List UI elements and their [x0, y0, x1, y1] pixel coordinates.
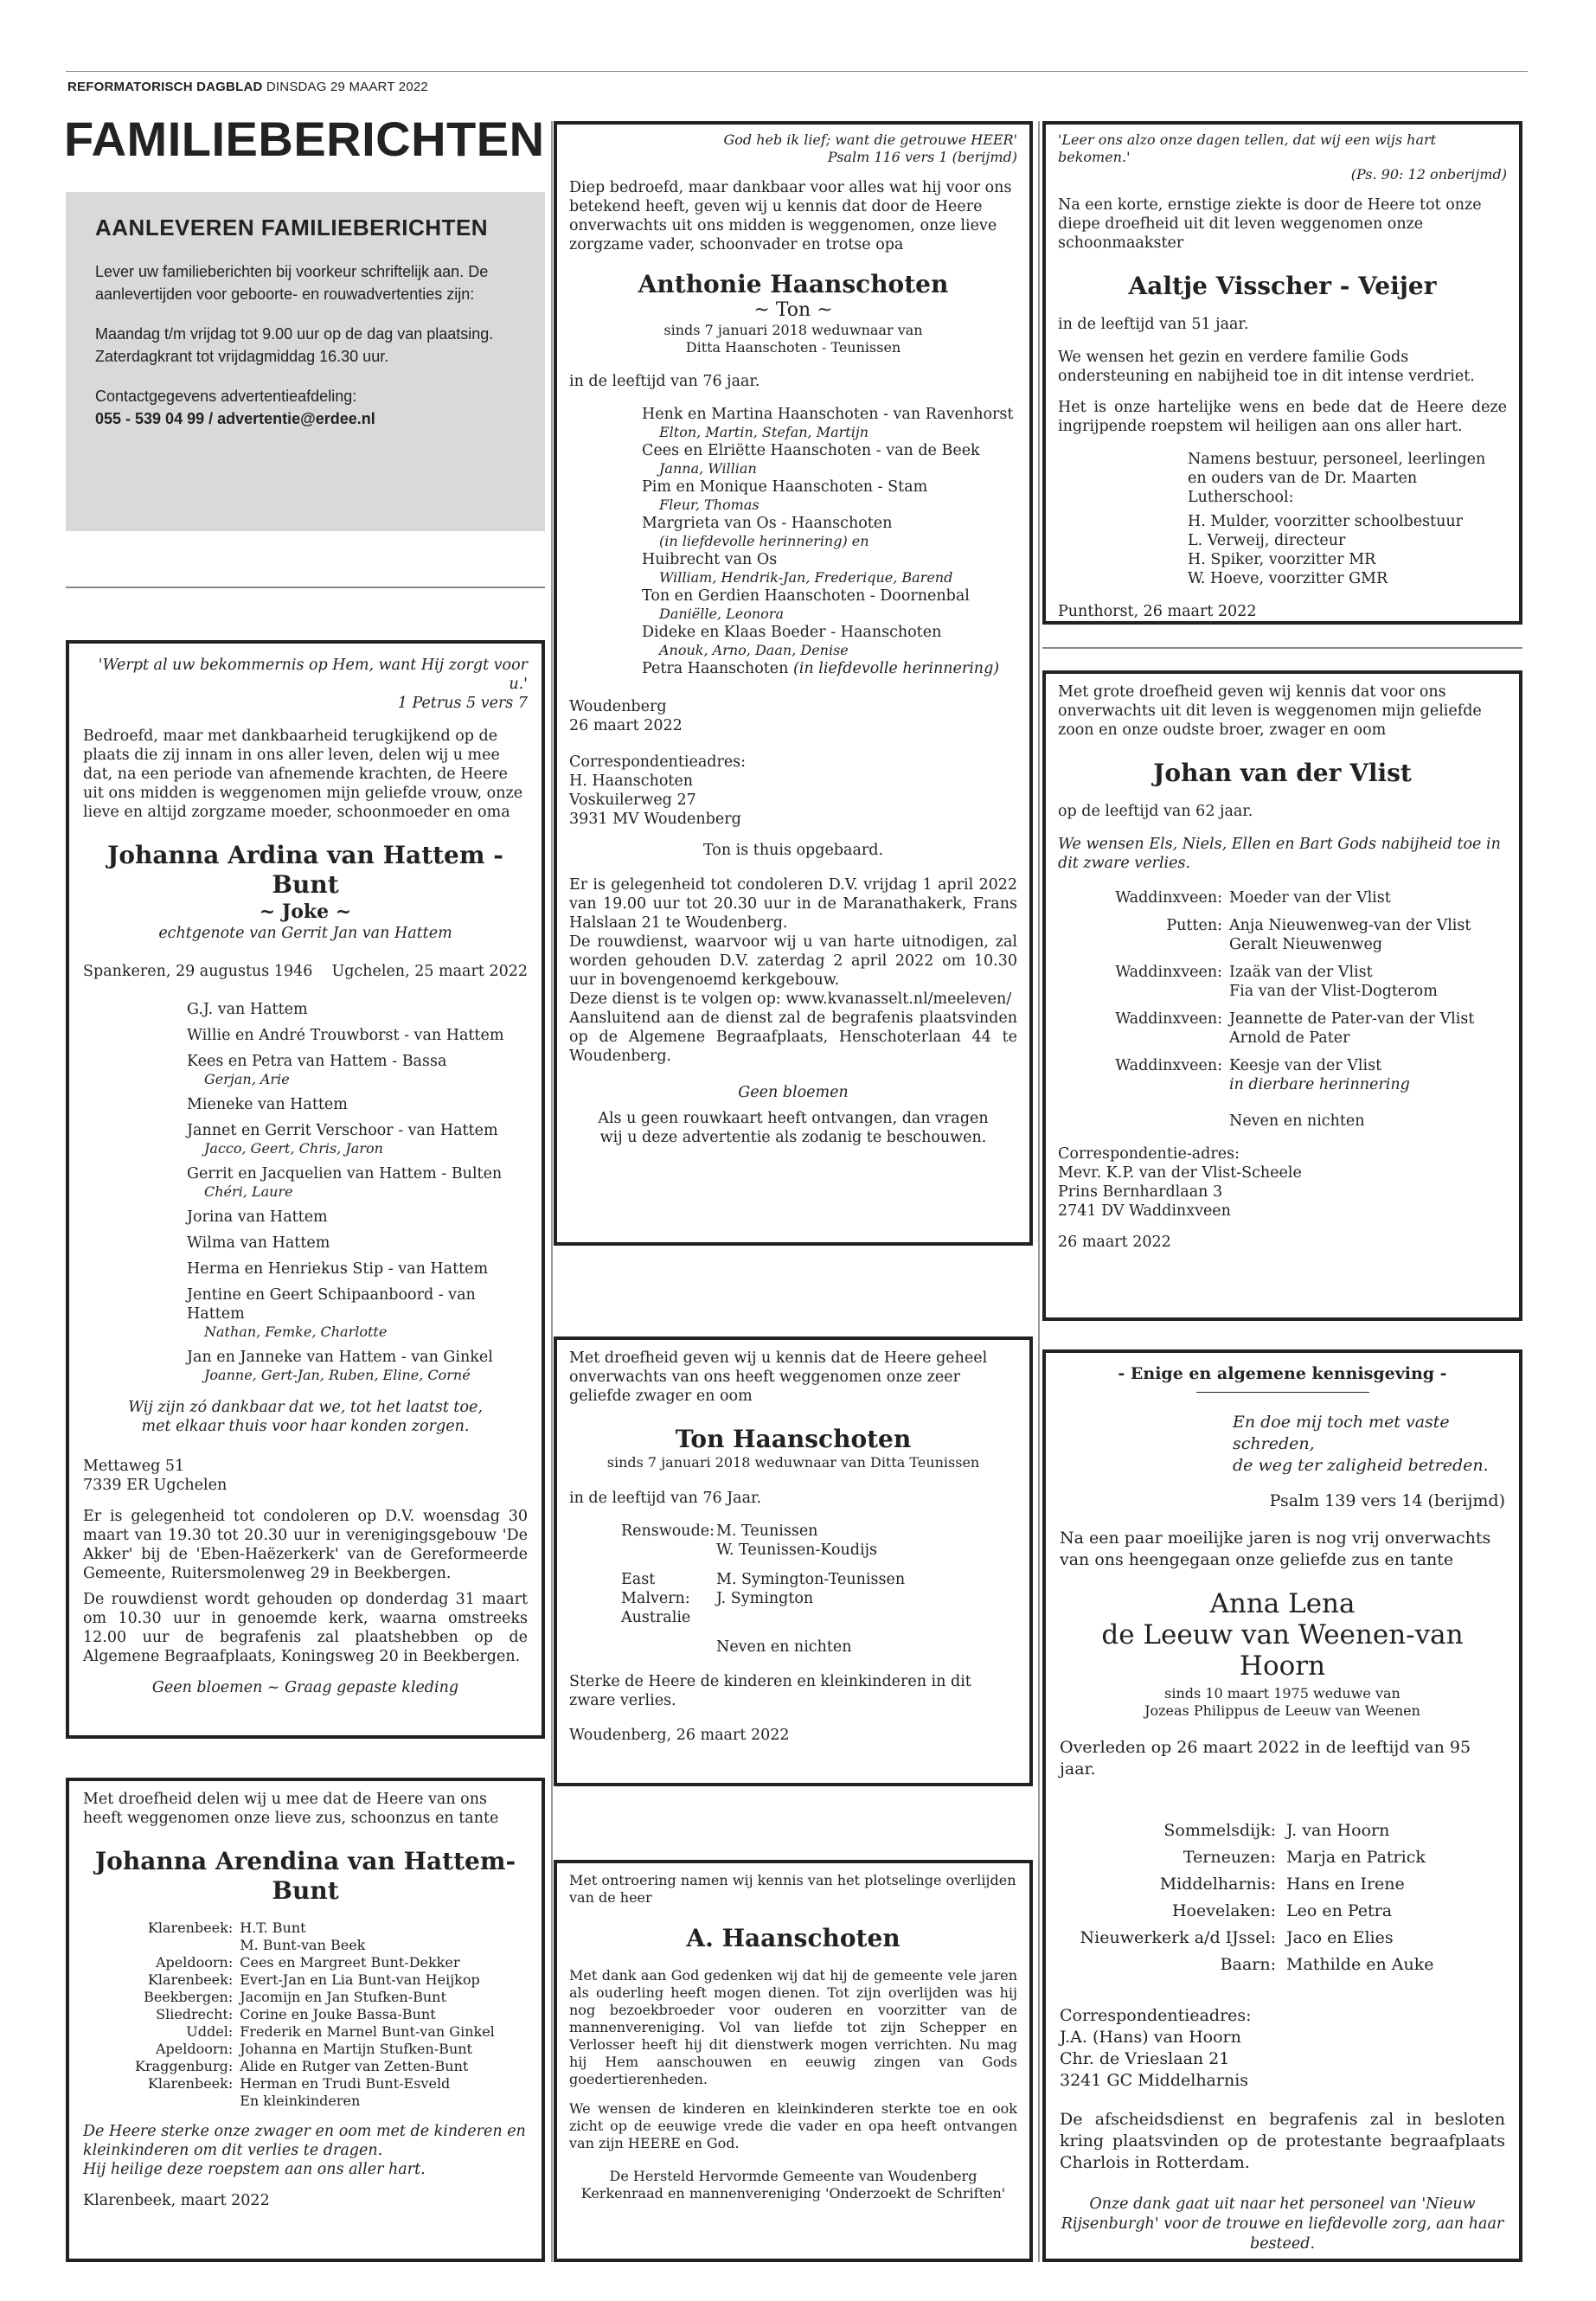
- name-a: M. Symington-Teunissen: [716, 1571, 906, 1588]
- place: Putten:: [1166, 917, 1222, 934]
- quote-ref: (Ps. 90: 12 onberijmd): [1350, 166, 1507, 183]
- condolence-text: Er is gelegenheid tot condoleren op D.V. woensdag 30 maart van 19.30 tot 20.30 uur in verenigingsgebouw 'De Akker' bij de 'Eben-Haëzerkerk' van de Gereformeerde Gemeente, Ruitersmolenweg 29 in Beekbergen.: [83, 1508, 528, 1582]
- divider: [66, 586, 545, 588]
- birth: Spankeren, 29 augustus 1946: [83, 963, 313, 980]
- name-b: Geralt Nieuwenweg: [1229, 936, 1383, 953]
- wish: De Heere sterke onze zwager en oom met de kinderen en kleinkinderen om dit verlies te dragen.: [83, 2123, 526, 2159]
- wish2: Hij heilige deze roepstem aan ons aller hart.: [83, 2161, 426, 2178]
- closing: Geen bloemen ~ Graag gepaste kleding: [151, 1679, 459, 1696]
- row-names: J. van Hoorn: [1286, 1821, 1390, 1840]
- row-names: En kleinkinderen: [240, 2093, 361, 2109]
- row-names: Evert-Jan en Lia Bunt-van Heijkop: [240, 1971, 480, 1988]
- intro: Bedroefd, maar met dankbaarheid terugkijkend op de plaats die zij innam in ons aller leven, delen wij u mee dat, na een periode van afnemende krachten, de Heere uit ons midden is weggenomen mijn geliefde vrouw, onze lieve en altijd zorgzame moeder, schoonmoeder en oma: [83, 727, 523, 821]
- deceased-name: A. Haanschoten: [686, 1924, 901, 1952]
- family-entry: [187, 1026, 528, 1045]
- aanleveren-p1: Lever uw familieberichten bij voorkeur schriftelijk aan. De aanlevertijden voor geboorte- en rouwadvertenties zijn:: [95, 263, 489, 303]
- poem-line1: En doe mij toch met vaste schreden,: [1233, 1413, 1450, 1453]
- quote: God heb ik lief; want die getrouwe HEER': [723, 131, 1017, 148]
- row-names: Jaco en Elies: [1286, 1928, 1394, 1947]
- signature2: Kerkenraad en mannenvereniging 'Onderzoekt de Schriften': [580, 2185, 1006, 2202]
- name-b: in dierbare herinnering: [1229, 1076, 1410, 1093]
- paragraph1: We wensen het gezin en verdere familie Gods ondersteuning en nabijheid toe in dit intense verdriet.: [1058, 349, 1475, 385]
- aanleveren-contact: [95, 385, 516, 430]
- row-place: Sliedrecht:: [156, 2006, 234, 2022]
- name-b: W. Teunissen-Koudijs: [716, 1541, 877, 1559]
- row-place: Apeldoorn:: [156, 1954, 234, 1971]
- corr-name: Mevr. K.P. van der Vlist-Scheele: [1058, 1164, 1302, 1182]
- name-a: Jeannette de Pater-van der Vlist: [1229, 1010, 1475, 1028]
- family-entry: [642, 623, 1017, 659]
- row-place: Uddel:: [186, 2023, 234, 2040]
- home: Ton is thuis opgebaard.: [702, 842, 884, 859]
- family-names: Jorina van Hattem: [187, 1208, 328, 1226]
- place-a: East Malvern:: [621, 1571, 690, 1607]
- names: [1229, 1056, 1507, 1094]
- names: [1229, 916, 1507, 954]
- service-text: De afscheidsdienst en begrafenis zal in besloten kring plaatsvinden op de protestante begraafplaats Charlois in Rotterdam.: [1060, 2110, 1505, 2172]
- top-rule: [66, 71, 1528, 72]
- sig-spiker: H. Spiker, voorzitter MR: [1188, 551, 1376, 568]
- paragraph1: Met dank aan God gedenken wij dat hij de gemeente vele jaren als ouderling heeft mogen dienen. Tot zijn overlijden was hij nog bezoekbroeder voor ouderen en voorzitter van de mannenvereniging. Vol van liefde tot zijn Schepper en Verlosser heeft hij dit dienstwerk mogen verrichten. Nu mag hij Hem aanschouwen en eeuwig zingen van Gods goedertierenheden.: [569, 1967, 1017, 2087]
- intro: Met droefheid geven wij u kennis dat de Heere geheel onverwachts van ons heeft weggenomen onze zeer geliefde zwager en oom: [569, 1349, 988, 1405]
- since-line2: Jozeas Philippus de Leeuw van Weenen: [1144, 1702, 1420, 1719]
- aanleveren-box: [66, 192, 545, 531]
- deceased-name: Johan van der Vlist: [1153, 759, 1412, 787]
- family-entry: [642, 514, 1017, 550]
- sig-hoeve: W. Hoeve, voorzitter GMR: [1188, 570, 1388, 587]
- since-line1: sinds 10 maart 1975 weduwe van: [1164, 1685, 1401, 1702]
- deceased-name2: de Leeuw van Weenen-van Hoorn: [1101, 1619, 1464, 1682]
- wish: We wensen Els, Niels, Ellen en Bart Gods nabijheid toe in dit zware verlies.: [1058, 836, 1501, 872]
- place: Waddinxveen:: [1115, 964, 1222, 981]
- family-names: Dideke en Klaas Boeder - Haanschoten: [642, 624, 942, 641]
- page-header: [67, 80, 428, 94]
- quote-ref: Psalm 116 vers 1 (berijmd): [827, 149, 1017, 165]
- row-renswoude: [621, 1522, 1017, 1560]
- service-text: De rouwdienst wordt gehouden op donderdag 31 maart om 10.30 uur in genoemde kerk, waarna omstreeks 12.00 uur de begrafenis zal plaatshebben op de Algemene Begraafplaats, Koningsweg 20 in Beekbergen.: [83, 1591, 528, 1665]
- row-names: Hans en Irene: [1286, 1875, 1405, 1894]
- row-place: Kraggenburg:: [135, 2058, 234, 2074]
- family-entry: [187, 1164, 528, 1201]
- obituary-ad-johanna-arendina: [66, 1778, 545, 2262]
- family-entry: [642, 405, 1017, 441]
- row-names: Herman en Trudi Bunt-Esveld: [240, 2075, 451, 2092]
- corr-city: 3931 MV Woudenberg: [569, 811, 741, 828]
- row-names: Frederik en Marnel Bunt-van Ginkel: [240, 2023, 495, 2040]
- column-divider: [551, 121, 553, 2262]
- place: Waddinxveen:: [1115, 889, 1222, 907]
- family-children: Anouk, Arno, Daan, Denise: [659, 642, 849, 658]
- sig-verweij: L. Verweij, directeur: [1188, 532, 1346, 549]
- name-b: Arnold de Pater: [1229, 1029, 1350, 1047]
- dates-row: [83, 962, 528, 981]
- family-names: Mieneke van Hattem: [187, 1096, 348, 1113]
- row-place: Sommelsdijk:: [1163, 1821, 1276, 1840]
- corr-label: Correspondentie-adres:: [1058, 1145, 1240, 1163]
- corr-street: Voskuilerweg 27: [569, 792, 696, 809]
- signature1: De Hersteld Hervormde Gemeente van Woudenberg: [609, 2168, 977, 2184]
- age: in de leeftijd van 51 jaar.: [1058, 316, 1249, 333]
- paragraph2: We wensen de kinderen en kleinkinderen sterkte toe en ook zicht op de eeuwige vrede die vader en opa heeft ontvangen van zijn HEERE en God.: [569, 2100, 1017, 2151]
- row-names: Corine en Jouke Bassa-Bunt: [240, 2006, 436, 2022]
- column-divider: [1038, 121, 1040, 2262]
- family-names: Jannet en Gerrit Verschoor - van Hattem: [187, 1122, 498, 1139]
- age: op de leeftijd van 62 jaar.: [1058, 803, 1253, 820]
- row-place: [135, 2093, 233, 2110]
- since-line1: sinds 7 januari 2018 weduwnaar van: [663, 322, 923, 338]
- place: Waddinxveen:: [1115, 1057, 1222, 1074]
- family-children: (in liefdevolle herinnering) en: [659, 533, 869, 549]
- intro: Na een paar moeilijke jaren is nog vrij onverwachts van ons heengegaan onze geliefde zus en tante: [1060, 1529, 1491, 1569]
- family-children: Fleur, Thomas: [659, 497, 760, 513]
- row-place: Klarenbeek:: [147, 1971, 234, 1988]
- family-names: Willie en André Trouwborst - van Hattem: [187, 1027, 504, 1044]
- family-last: [642, 659, 1017, 678]
- last-remark: (in liefdevolle herinnering): [792, 660, 1000, 677]
- place: Waddinxveen:: [1115, 1010, 1222, 1028]
- row-names: Leo en Petra: [1286, 1901, 1393, 1920]
- spouse-line: echtgenote van Gerrit Jan van Hattem: [158, 925, 452, 942]
- place-date: Klarenbeek, maart 2022: [83, 2192, 270, 2209]
- name-a: Keesje van der Vlist: [1229, 1057, 1382, 1074]
- contact-label: Contactgegevens advertentieafdeling:: [95, 388, 357, 405]
- family-entry: [187, 1052, 528, 1088]
- intro: Met ontroering namen wij kennis van het plotselinge overlijden van de heer: [569, 1872, 1016, 1906]
- family-grid: [1060, 1820, 1505, 1976]
- paper-name: REFORMATORISCH DAGBLAD: [67, 80, 263, 94]
- corr-name: H. Haanschoten: [569, 772, 694, 790]
- header-date: DINSDAG 29 MAART 2022: [266, 80, 428, 94]
- quote: 'Leer ons alzo onze dagen tellen, dat wij een wijs hart bekomen.': [1058, 131, 1437, 165]
- family-names: Margrieta van Os - Haanschoten: [642, 515, 893, 532]
- place: Woudenberg: [569, 698, 667, 715]
- family-entry: [187, 1259, 528, 1279]
- name-b: J. Symington: [716, 1590, 814, 1607]
- obituary-ad-johan-van-der-vlist: [1042, 670, 1522, 1321]
- row-place: Klarenbeek:: [147, 2075, 234, 2092]
- last-name: Petra Haanschoten: [642, 660, 789, 677]
- nephews-nieces: Neven en nichten: [716, 1638, 852, 1656]
- corr-city: 2741 DV Waddinxveen: [1058, 1202, 1231, 1220]
- aanleveren-title: AANLEVEREN FAMILIEBERICHTEN: [95, 215, 489, 240]
- corr-name: J.A. (Hans) van Hoorn: [1060, 2028, 1241, 2047]
- family-names: Gerrit en Jacquelien van Hattem - Bulten: [187, 1165, 503, 1183]
- row-place: Middelharnis:: [1159, 1875, 1276, 1894]
- signatures: [1188, 450, 1507, 588]
- family-entry: [187, 1348, 528, 1384]
- family-children: Jacco, Geert, Chris, Jaron: [204, 1140, 383, 1157]
- deceased-name: Anthonie Haanschoten: [638, 270, 949, 298]
- address-line1: Mettaweg 51: [83, 1458, 185, 1475]
- died: Overleden op 26 maart 2022 in de leeftijd van 95 jaar.: [1060, 1738, 1471, 1779]
- family-children: Elton, Martin, Stefan, Martijn: [659, 424, 869, 440]
- place-date: Woudenberg, 26 maart 2022: [569, 1727, 790, 1744]
- row-east-malvern: [621, 1570, 1017, 1627]
- family-entry: [642, 586, 1017, 623]
- times-saturday: Zaterdagkrant tot vrijdagmiddag 16.30 uur.: [95, 348, 389, 365]
- obituary-ad-anna-lena: [1042, 1349, 1522, 2262]
- quote-ref: 1 Petrus 5 vers 7: [397, 695, 528, 712]
- burial-text: Aansluitend aan de dienst zal de begrafenis plaatsvinden op de Algemene Begraafplaats, Henschoterlaan 44 te Woudenberg.: [569, 1009, 1017, 1065]
- family-entry: [187, 1095, 528, 1114]
- family-children: William, Hendrik-Jan, Frederique, Barend: [659, 569, 953, 586]
- date: 26 maart 2022: [1058, 1234, 1171, 1251]
- obituary-ad-johanna-ardina: [66, 640, 545, 1739]
- family-list: [642, 405, 1017, 659]
- family-entry: [187, 1000, 528, 1019]
- place-b: Australie: [621, 1609, 691, 1626]
- aanleveren-times: [95, 323, 516, 368]
- wish: Sterke de Heere de kinderen en kleinkinderen in dit zware verlies.: [569, 1673, 971, 1709]
- name-a: Izaäk van der Vlist: [1229, 964, 1373, 981]
- row-place: Baarn:: [1220, 1955, 1276, 1974]
- row-names: Cees en Margreet Bunt-Dekker: [240, 1954, 460, 1971]
- nickname: ~ Joke ~: [259, 901, 352, 923]
- paragraph2: Het is onze hartelijke wens en bede dat de Heere deze ingrijpende roepstem wil heiligen aan ons aller hart.: [1058, 399, 1507, 435]
- notice-header: - Enige en algemene kennisgeving -: [1118, 1364, 1447, 1383]
- name-a: M. Teunissen: [716, 1522, 818, 1540]
- divider: [1042, 647, 1522, 649]
- name-a: Anja Nieuwenweg-van der Vlist: [1229, 917, 1471, 934]
- family-children: Gerjan, Arie: [204, 1071, 290, 1087]
- family-names: Ton en Gerdien Haanschoten - Doornenbal: [642, 587, 970, 605]
- nickname: ~ Ton ~: [753, 299, 833, 321]
- corr-street: Prins Bernhardlaan 3: [1058, 1183, 1223, 1201]
- intro: Diep bedroefd, maar dankbaar voor alles wat hij voor ons betekend heeft, geven wij u kennis dat door de Heere onverwachts uit ons midden is weggenomen, onze lieve zorgzame vader, schoonvader en trotse opa: [569, 179, 1012, 253]
- family-entry: [642, 441, 1017, 478]
- deceased-name1: Anna Lena: [1209, 1588, 1356, 1619]
- deceased-name: Johanna Arendina van Hattem-Bunt: [94, 1847, 516, 1905]
- deceased-name: Aaltje Visscher - Veijer: [1128, 272, 1437, 300]
- corr-label: Correspondentieadres:: [1060, 2006, 1252, 2025]
- death: Ugchelen, 25 maart 2022: [331, 963, 528, 980]
- since-line2: Ditta Haanschoten - Teunissen: [685, 339, 901, 356]
- family-list: [187, 1000, 528, 1384]
- family-children: Daniëlle, Leonora: [659, 606, 784, 622]
- row-place: Hoevelaken:: [1171, 1901, 1276, 1920]
- family-names: Henk en Martina Haanschoten - van Ravenhorst: [642, 406, 1014, 423]
- corr-street: Chr. de Vrieslaan 21: [1060, 2049, 1230, 2068]
- family-names: Wilma van Hattem: [187, 1234, 330, 1252]
- sig-mulder: H. Mulder, voorzitter schoolbestuur: [1188, 513, 1463, 530]
- family-names: Huibrecht van Os: [642, 551, 778, 568]
- family-children: Nathan, Femke, Charlotte: [204, 1324, 388, 1340]
- family-children: Joanne, Gert-Jan, Ruben, Eline, Corné: [204, 1367, 471, 1383]
- intro: Na een korte, ernstige ziekte is door de Heere tot onze diepe droefheid uit dit leven weggenomen onze schoonmaakster: [1058, 196, 1482, 252]
- sig-intro: Namens bestuur, personeel, leerlingen en ouders van de Dr. Maarten Lutherschool:: [1188, 451, 1486, 506]
- family-names: Kees en Petra van Hattem - Bassa: [187, 1053, 447, 1070]
- poem-line2: de weg ter zaligheid betreden.: [1233, 1456, 1489, 1475]
- names: [1229, 963, 1507, 1001]
- watch-link[interactable]: Deze dienst is te volgen op: www.kvanasselt.nl/meeleven/: [569, 990, 1012, 1008]
- date: 26 maart 2022: [569, 717, 683, 734]
- family-entry: [187, 1208, 528, 1227]
- family-children: Janna, Willian: [659, 460, 757, 477]
- condolence-text: Er is gelegenheid tot condoleren D.V. vrijdag 1 april 2022 van 19.00 uur tot 20.30 uur in de Maranathakerk, Frans Halslaan 21 te Woudenberg.: [569, 876, 1017, 932]
- row-names: Alide en Rutger van Zetten-Bunt: [240, 2058, 469, 2074]
- row-names: Jacomijn en Jan Stufken-Bunt: [240, 1989, 446, 2005]
- header-underline: [1196, 1392, 1369, 1393]
- family-entry: [187, 1285, 528, 1341]
- names: Moeder van der Vlist: [1229, 889, 1391, 907]
- place: Renswoude:: [621, 1522, 715, 1540]
- family-entry: [642, 478, 1017, 514]
- section-title: FAMILIEBERICHTEN: [64, 112, 545, 166]
- family-names: Pim en Monique Haanschoten - Stam: [642, 478, 928, 496]
- family-entry: [642, 550, 1017, 586]
- intro: Met droefheid delen wij u mee dat de Heere van ons heeft weggenomen onze lieve zus, schoonzus en tante: [83, 1791, 499, 1827]
- row-names: H.T. Bunt: [240, 1920, 306, 1936]
- intro: Met grote droefheid geven wij kennis dat voor ons onverwachts uit dit leven is weggenomen mijn geliefde zoon en onze oudste broer, zwager en oom: [1058, 683, 1482, 739]
- obituary-ad-aaltje-visscher: [1042, 121, 1522, 625]
- row-names: Johanna en Martijn Stufken-Bunt: [240, 2041, 472, 2057]
- no-flowers: Geen bloemen: [738, 1084, 849, 1101]
- row-place: Apeldoorn:: [156, 2041, 234, 2057]
- family-names: Jan en Janneke van Hattem - van Ginkel: [187, 1349, 493, 1366]
- family-names: Herma en Henriekus Stip - van Hattem: [187, 1260, 489, 1278]
- row-names: Marja en Patrick: [1286, 1848, 1426, 1867]
- family-grid: [1058, 888, 1507, 1131]
- deceased-name: Ton Haanschoten: [675, 1425, 912, 1453]
- since: sinds 7 januari 2018 weduwnaar van Ditta Teunissen: [606, 1454, 980, 1471]
- obituary-ad-ton-haanschoten: [554, 1336, 1033, 1786]
- names: [1229, 1009, 1507, 1048]
- age: in de leeftijd van 76 Jaar.: [569, 1490, 762, 1507]
- obituary-ad-a-haanschoten: [554, 1860, 1033, 2262]
- name-b: Fia van der Vlist-Dogterom: [1229, 983, 1438, 1000]
- row-names: M. Bunt-van Beek: [240, 1937, 366, 1953]
- service-text: De rouwdienst, waarvoor wij u van harte uitnodigen, zal worden gehouden D.V. zaterdag 2 april 2022 om 10.30 uur in bovengenoemd kerkgebouw.: [569, 933, 1017, 989]
- family-entry: [187, 1121, 528, 1157]
- row-place: Nieuwerkerk a/d IJssel:: [1080, 1928, 1276, 1947]
- row-place: [135, 1937, 233, 1954]
- family-names: Cees en Elriëtte Haanschoten - van de Beek: [642, 442, 980, 459]
- deceased-name: Johanna Ardina van Hattem - Bunt: [107, 841, 503, 899]
- family-rows: [135, 1920, 528, 2110]
- place: [621, 1570, 716, 1627]
- card-note: Als u geen rouwkaart heeft ontvangen, dan vragen wij u deze advertentie als zodanig te beschouwen.: [598, 1110, 989, 1146]
- names: [716, 1522, 877, 1560]
- age: in de leeftijd van 76 jaar.: [569, 373, 760, 390]
- quote: 'Werpt al uw bekommernis op Hem, want Hij zorgt voor u.': [98, 657, 528, 693]
- thanks-line1: Wij zijn zó dankbaar dat we, tot het laatst toe,: [128, 1399, 483, 1416]
- row-names: Mathilde en Auke: [1286, 1955, 1434, 1974]
- family-entry: [187, 1234, 528, 1253]
- place-date: Punthorst, 26 maart 2022: [1058, 603, 1257, 620]
- corr-city: 3241 GC Middelharnis: [1060, 2071, 1249, 2090]
- row-place: Klarenbeek:: [147, 1920, 234, 1936]
- thanks: Onze dank gaat uit naar het personeel van 'Nieuw Rijsenburgh' voor de trouwe en liefdevolle zorg, aan haar besteed.: [1061, 2195, 1504, 2253]
- corr-label: Correspondentieadres:: [569, 753, 747, 771]
- family-children: Chéri, Laure: [204, 1183, 293, 1200]
- times-weekday: Maandag t/m vrijdag tot 9.00 uur op de dag van plaatsing.: [95, 325, 494, 343]
- family-names: Jentine en Geert Schipaanboord - van Hattem: [187, 1286, 476, 1323]
- family-names: G.J. van Hattem: [187, 1001, 308, 1018]
- names: [716, 1570, 905, 1627]
- row-place: Terneuzen:: [1183, 1848, 1276, 1867]
- nephews-nieces: Neven en nichten: [1229, 1112, 1365, 1130]
- contact-details: 055 - 539 04 99 / advertentie@erdee.nl: [95, 410, 375, 427]
- row-place: Beekbergen:: [144, 1989, 234, 2005]
- address-line2: 7339 ER Ugchelen: [83, 1477, 228, 1494]
- thanks-line2: met elkaar thuis voor haar konden zorgen.: [141, 1418, 470, 1435]
- obituary-ad-anthonie-haanschoten: [554, 121, 1033, 1246]
- psalm-ref: Psalm 139 vers 14 (berijmd): [1269, 1491, 1505, 1510]
